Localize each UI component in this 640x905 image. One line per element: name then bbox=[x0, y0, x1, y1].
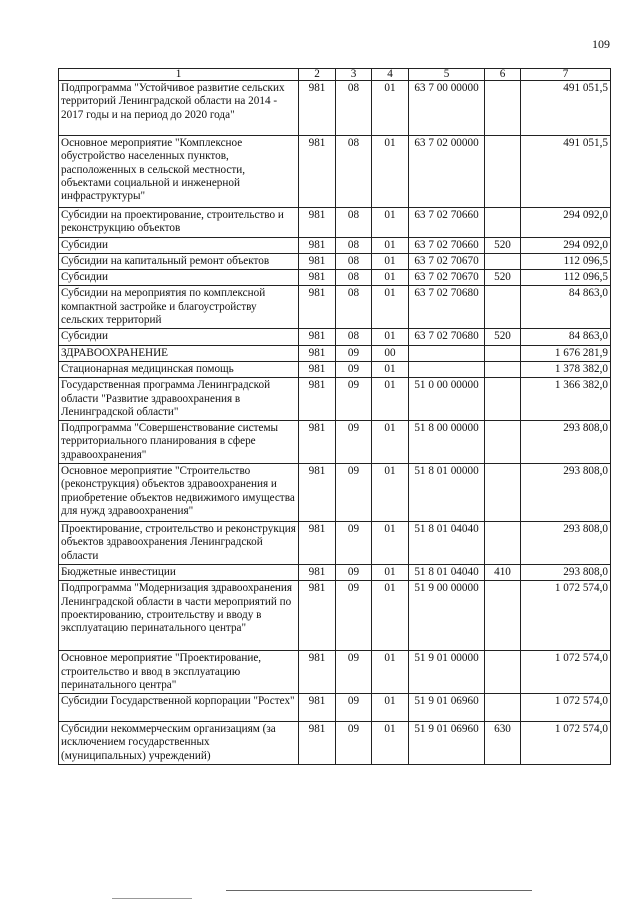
cell-subsection: 01 bbox=[372, 136, 409, 208]
cell-subsection: 01 bbox=[372, 361, 409, 377]
cell-expense-type: 520 bbox=[485, 329, 521, 345]
cell-amount: 491 051,5 bbox=[521, 136, 611, 208]
cell-amount: 293 808,0 bbox=[521, 522, 611, 565]
cell-target-code: 51 8 01 00000 bbox=[409, 464, 485, 522]
table-row bbox=[59, 136, 611, 208]
footer-rule-short bbox=[112, 898, 192, 899]
cell-name: Государственная программа Ленинградской области "Развитие здравоохранения в Ленинградской области" bbox=[59, 378, 299, 421]
cell-target-code bbox=[409, 361, 485, 377]
cell-target-code: 63 7 02 70670 bbox=[409, 253, 485, 269]
cell-admin-code: 981 bbox=[299, 237, 336, 253]
cell-section: 09 bbox=[336, 694, 372, 722]
cell-section: 08 bbox=[336, 81, 372, 136]
cell-expense-type bbox=[485, 136, 521, 208]
cell-subsection: 01 bbox=[372, 81, 409, 136]
cell-amount: 84 863,0 bbox=[521, 286, 611, 329]
cell-name: Проектирование, строительство и реконструкция объектов здравоохранения Ленинградской области bbox=[59, 522, 299, 565]
cell-section: 09 bbox=[336, 361, 372, 377]
cell-admin-code: 981 bbox=[299, 651, 336, 694]
cell-subsection: 01 bbox=[372, 421, 409, 464]
cell-amount: 1 676 281,9 bbox=[521, 345, 611, 361]
cell-name: Субсидии bbox=[59, 329, 299, 345]
cell-admin-code: 981 bbox=[299, 564, 336, 580]
table-row bbox=[59, 378, 611, 421]
table-row bbox=[59, 329, 611, 345]
cell-name: ЗДРАВООХРАНЕНИЕ bbox=[59, 345, 299, 361]
cell-name: Бюджетные инвестиции bbox=[59, 564, 299, 580]
table-row bbox=[59, 253, 611, 269]
cell-expense-type bbox=[485, 253, 521, 269]
cell-amount: 112 096,5 bbox=[521, 253, 611, 269]
cell-name: Субсидии bbox=[59, 270, 299, 286]
header-col-4: 4 bbox=[372, 69, 409, 81]
cell-amount: 293 808,0 bbox=[521, 421, 611, 464]
cell-subsection: 01 bbox=[372, 208, 409, 238]
cell-admin-code: 981 bbox=[299, 722, 336, 765]
cell-admin-code: 981 bbox=[299, 136, 336, 208]
cell-admin-code: 981 bbox=[299, 694, 336, 722]
cell-name: Субсидии на капитальный ремонт объектов bbox=[59, 253, 299, 269]
cell-section: 09 bbox=[336, 345, 372, 361]
cell-section: 09 bbox=[336, 522, 372, 565]
cell-section: 08 bbox=[336, 208, 372, 238]
cell-name: Субсидии на мероприятия по комплексной компактной застройке и благоустройству сельских территорий bbox=[59, 286, 299, 329]
table-row bbox=[59, 564, 611, 580]
header-col-3: 3 bbox=[336, 69, 372, 81]
cell-expense-type bbox=[485, 378, 521, 421]
cell-target-code: 63 7 02 70680 bbox=[409, 329, 485, 345]
table-row bbox=[59, 81, 611, 136]
cell-target-code: 51 8 01 04040 bbox=[409, 564, 485, 580]
cell-admin-code: 981 bbox=[299, 522, 336, 565]
cell-amount: 491 051,5 bbox=[521, 81, 611, 136]
table-row bbox=[59, 208, 611, 238]
cell-section: 08 bbox=[336, 329, 372, 345]
cell-expense-type bbox=[485, 361, 521, 377]
cell-section: 09 bbox=[336, 564, 372, 580]
cell-expense-type bbox=[485, 694, 521, 722]
cell-section: 09 bbox=[336, 378, 372, 421]
cell-name: Подпрограмма "Совершенствование системы территориального планирования в сфере здравоохранения" bbox=[59, 421, 299, 464]
cell-expense-type: 520 bbox=[485, 270, 521, 286]
table-row bbox=[59, 345, 611, 361]
cell-target-code: 63 7 02 70660 bbox=[409, 237, 485, 253]
cell-subsection: 01 bbox=[372, 237, 409, 253]
cell-expense-type bbox=[485, 581, 521, 651]
cell-name: Субсидии некоммерческим организациям (за исключением государственных (муниципальных) учреждений) bbox=[59, 722, 299, 765]
cell-target-code: 51 9 00 00000 bbox=[409, 581, 485, 651]
table-row bbox=[59, 581, 611, 651]
cell-admin-code: 981 bbox=[299, 329, 336, 345]
cell-target-code: 51 8 00 00000 bbox=[409, 421, 485, 464]
cell-amount: 1 378 382,0 bbox=[521, 361, 611, 377]
cell-amount: 293 808,0 bbox=[521, 464, 611, 522]
cell-admin-code: 981 bbox=[299, 421, 336, 464]
cell-section: 09 bbox=[336, 651, 372, 694]
cell-target-code: 63 7 02 00000 bbox=[409, 136, 485, 208]
cell-subsection: 01 bbox=[372, 378, 409, 421]
cell-subsection: 01 bbox=[372, 329, 409, 345]
cell-subsection: 01 bbox=[372, 651, 409, 694]
cell-amount: 1 072 574,0 bbox=[521, 581, 611, 651]
table-body bbox=[59, 81, 611, 765]
cell-name: Субсидии на проектирование, строительство и реконструкцию объектов bbox=[59, 208, 299, 238]
table-row bbox=[59, 361, 611, 377]
cell-amount: 294 092,0 bbox=[521, 208, 611, 238]
cell-section: 08 bbox=[336, 286, 372, 329]
cell-admin-code: 981 bbox=[299, 286, 336, 329]
cell-section: 09 bbox=[336, 421, 372, 464]
cell-subsection: 01 bbox=[372, 270, 409, 286]
cell-admin-code: 981 bbox=[299, 581, 336, 651]
cell-expense-type bbox=[485, 421, 521, 464]
cell-admin-code: 981 bbox=[299, 208, 336, 238]
table-row bbox=[59, 694, 611, 722]
cell-name: Подпрограмма "Устойчивое развитие сельских территорий Ленинградской области на 2014 - 2017 годы и на период до 2020 года" bbox=[59, 81, 299, 136]
cell-admin-code: 981 bbox=[299, 464, 336, 522]
cell-amount: 112 096,5 bbox=[521, 270, 611, 286]
cell-target-code: 63 7 02 70670 bbox=[409, 270, 485, 286]
cell-section: 08 bbox=[336, 237, 372, 253]
cell-section: 09 bbox=[336, 722, 372, 765]
cell-name: Субсидии bbox=[59, 237, 299, 253]
cell-expense-type: 630 bbox=[485, 722, 521, 765]
header-col-6: 6 bbox=[485, 69, 521, 81]
header-col-1: 1 bbox=[59, 69, 299, 81]
cell-expense-type: 520 bbox=[485, 237, 521, 253]
page-number: 109 bbox=[592, 37, 610, 51]
cell-subsection: 01 bbox=[372, 464, 409, 522]
budget-table bbox=[58, 68, 611, 765]
header-row bbox=[59, 69, 611, 81]
cell-target-code: 63 7 02 70660 bbox=[409, 208, 485, 238]
cell-subsection: 00 bbox=[372, 345, 409, 361]
cell-expense-type bbox=[485, 208, 521, 238]
cell-amount: 294 092,0 bbox=[521, 237, 611, 253]
cell-expense-type bbox=[485, 522, 521, 565]
cell-target-code: 63 7 02 70680 bbox=[409, 286, 485, 329]
cell-admin-code: 981 bbox=[299, 81, 336, 136]
cell-target-code: 63 7 00 00000 bbox=[409, 81, 485, 136]
cell-target-code: 51 8 01 04040 bbox=[409, 522, 485, 565]
cell-subsection: 01 bbox=[372, 722, 409, 765]
cell-subsection: 01 bbox=[372, 286, 409, 329]
cell-section: 08 bbox=[336, 270, 372, 286]
cell-admin-code: 981 bbox=[299, 253, 336, 269]
cell-admin-code: 981 bbox=[299, 361, 336, 377]
table-row bbox=[59, 651, 611, 694]
table-row bbox=[59, 522, 611, 565]
header-col-2: 2 bbox=[299, 69, 336, 81]
cell-name: Основное мероприятие "Проектирование, строительство и ввод в эксплуатацию перинатального центра" bbox=[59, 651, 299, 694]
cell-subsection: 01 bbox=[372, 581, 409, 651]
table-row bbox=[59, 270, 611, 286]
cell-section: 09 bbox=[336, 581, 372, 651]
cell-name: Подпрограмма "Модернизация здравоохранения Ленинградской области в части мероприятий по проектированию, строительству и вводу в эксплуатацию перинатального центра" bbox=[59, 581, 299, 651]
cell-expense-type bbox=[485, 81, 521, 136]
cell-expense-type bbox=[485, 345, 521, 361]
cell-section: 08 bbox=[336, 253, 372, 269]
cell-name: Стационарная медицинская помощь bbox=[59, 361, 299, 377]
cell-expense-type bbox=[485, 464, 521, 522]
cell-target-code: 51 9 01 06960 bbox=[409, 694, 485, 722]
cell-amount: 1 072 574,0 bbox=[521, 722, 611, 765]
cell-amount: 84 863,0 bbox=[521, 329, 611, 345]
cell-target-code: 51 9 01 06960 bbox=[409, 722, 485, 765]
table-row bbox=[59, 421, 611, 464]
cell-subsection: 01 bbox=[372, 564, 409, 580]
table-row bbox=[59, 237, 611, 253]
header-col-7: 7 bbox=[521, 69, 611, 81]
cell-section: 09 bbox=[336, 464, 372, 522]
cell-amount: 1 072 574,0 bbox=[521, 694, 611, 722]
table-row bbox=[59, 464, 611, 522]
cell-admin-code: 981 bbox=[299, 345, 336, 361]
cell-expense-type bbox=[485, 286, 521, 329]
cell-amount: 1 366 382,0 bbox=[521, 378, 611, 421]
cell-target-code bbox=[409, 345, 485, 361]
cell-subsection: 01 bbox=[372, 694, 409, 722]
cell-name: Субсидии Государственной корпорации "Ростех" bbox=[59, 694, 299, 722]
cell-amount: 293 808,0 bbox=[521, 564, 611, 580]
cell-subsection: 01 bbox=[372, 522, 409, 565]
cell-target-code: 51 0 00 00000 bbox=[409, 378, 485, 421]
cell-expense-type: 410 bbox=[485, 564, 521, 580]
cell-name: Основное мероприятие "Строительство (реконструкция) объектов здравоохранения и приобретение объектов недвижимого имущества для нужд здравоохранения" bbox=[59, 464, 299, 522]
cell-amount: 1 072 574,0 bbox=[521, 651, 611, 694]
cell-subsection: 01 bbox=[372, 253, 409, 269]
header-col-5: 5 bbox=[409, 69, 485, 81]
cell-expense-type bbox=[485, 651, 521, 694]
footer-rule bbox=[226, 890, 532, 891]
cell-admin-code: 981 bbox=[299, 270, 336, 286]
table-row bbox=[59, 722, 611, 765]
cell-name: Основное мероприятие "Комплексное обустройство населенных пунктов, расположенных в сельской местности, объектами социальной и инженерной инфраструктуры" bbox=[59, 136, 299, 208]
cell-target-code: 51 9 01 00000 bbox=[409, 651, 485, 694]
cell-admin-code: 981 bbox=[299, 378, 336, 421]
table-row bbox=[59, 286, 611, 329]
cell-section: 08 bbox=[336, 136, 372, 208]
